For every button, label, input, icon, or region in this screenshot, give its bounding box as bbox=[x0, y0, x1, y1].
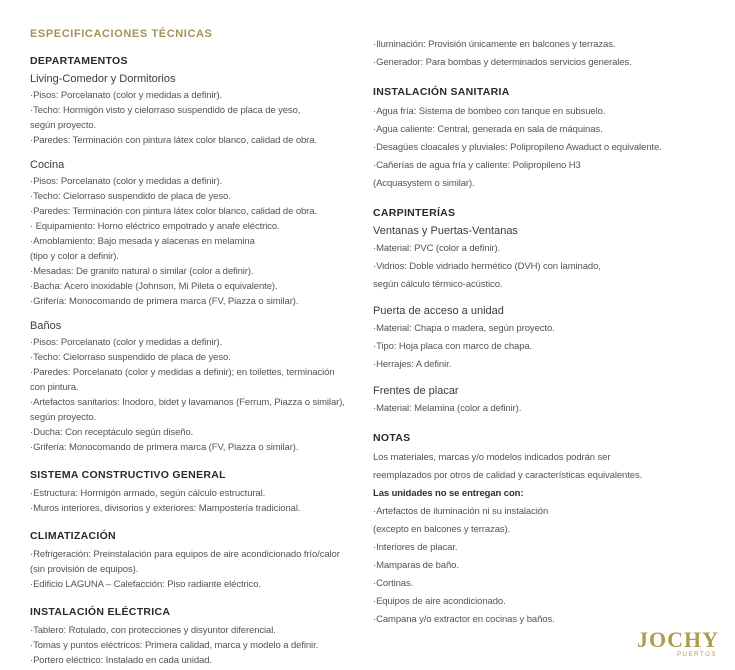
subsection-heading: Puerta de acceso a unidad bbox=[373, 305, 504, 317]
spec-line: ·Pisos: Porcelanato (color y medidas a definir). bbox=[30, 90, 223, 101]
spec-column-right bbox=[373, 36, 725, 629]
spec-line: ·Agua caliente: Central, generada en sala de máquinas. bbox=[373, 124, 603, 135]
section-heading: CLIMATIZACIÓN bbox=[30, 530, 116, 542]
spec-line: ·Edificio LAGUNA – Calefacción: Piso radiante eléctrico. bbox=[30, 579, 261, 590]
spec-line: ·Cañerías de agua fría y caliente: Polipropileno H3 bbox=[373, 160, 581, 171]
spec-line: ·Equipos de aire acondicionado. bbox=[373, 596, 506, 607]
spec-line: Los materiales, marcas y/o modelos indicados podrán ser bbox=[373, 452, 611, 463]
spec-line: ·Paredes: Terminación con pintura látex color blanco, calidad de obra. bbox=[30, 135, 317, 146]
spec-line: (tipo y color a definir). bbox=[30, 251, 119, 262]
subsection-heading: Living-Comedor y Dormitorios bbox=[30, 73, 176, 85]
document-title: ESPECIFICACIONES TÉCNICAS bbox=[30, 28, 213, 40]
section-heading: SISTEMA CONSTRUCTIVO GENERAL bbox=[30, 469, 226, 481]
brand-name: JOCHY bbox=[637, 627, 719, 652]
section-heading: CARPINTERÍAS bbox=[373, 207, 456, 219]
section-heading: INSTALACIÓN SANITARIA bbox=[373, 86, 510, 98]
spec-line: ·Paredes: Porcelanato (color y medidas a definir); en toilettes, terminación bbox=[30, 367, 335, 378]
spec-line: (Acquasystem o similar). bbox=[373, 178, 475, 189]
spec-line: ·Cortinas. bbox=[373, 578, 414, 589]
subsection-heading: Ventanas y Puertas-Ventanas bbox=[373, 225, 518, 237]
spec-line: ·Tipo: Hoja placa con marco de chapa. bbox=[373, 341, 533, 352]
spec-line: (sin provisión de equipos). bbox=[30, 564, 139, 575]
spec-line: ·Techo: Cielorraso suspendido de placa de yeso. bbox=[30, 352, 231, 363]
spec-line: ·Artefactos de iluminación ni su instalación bbox=[373, 506, 549, 517]
spec-line: ·Techo: Hormigón visto y cielorraso suspendido de placa de yeso, bbox=[30, 105, 301, 116]
spec-line: ·Campana y/o extractor en cocinas y baños. bbox=[373, 614, 555, 625]
spec-column-left bbox=[30, 55, 375, 668]
spec-line: ·Techo: Cielorraso suspendido de placa de yeso. bbox=[30, 191, 231, 202]
spec-line: ·Agua fría: Sistema de bombeo con tanque en subsuelo. bbox=[373, 106, 606, 117]
spec-line-bold: Las unidades no se entregan con: bbox=[373, 488, 524, 499]
spec-line: ·Artefactos sanitarios: Inodoro, bidet y lavamanos (Ferrum, Piazza o similar), bbox=[30, 397, 345, 408]
spec-line: ·Paredes: Terminación con pintura látex color blanco, calidad de obra. bbox=[30, 206, 317, 217]
spec-line: ·Material: Melamina (color a definir). bbox=[373, 403, 522, 414]
subsection-heading: Frentes de placar bbox=[373, 385, 459, 397]
section-heading: INSTALACIÓN ELÉCTRICA bbox=[30, 606, 171, 618]
spec-line: ·Herrajes: A definir. bbox=[373, 359, 452, 370]
spec-line: ·Tablero: Rotulado, con protecciones y disyuntor diferencial. bbox=[30, 625, 276, 636]
spec-line: según cálculo térmico-acústico. bbox=[373, 279, 503, 290]
subsection-heading: Cocina bbox=[30, 159, 65, 171]
spec-line: ·Grifería: Monocomando de primera marca (FV, Piazza o similar). bbox=[30, 442, 299, 453]
spec-line: ·Mesadas: De granito natural o similar (color a definir). bbox=[30, 266, 254, 277]
spec-line: ·Grifería: Monocomando de primera marca (FV, Piazza o similar). bbox=[30, 296, 299, 307]
spec-line: ·Bacha: Acero inoxidable (Johnson, Mi Pileta o equivalente). bbox=[30, 281, 278, 292]
spec-line: ·Portero eléctrico: Instalado en cada unidad. bbox=[30, 655, 212, 666]
spec-line: ·Estructura: Hormigón armado, según cálculo estructural. bbox=[30, 488, 266, 499]
spec-line: ·Material: Chapa o madera, según proyecto. bbox=[373, 323, 555, 334]
section-heading: DEPARTAMENTOS bbox=[30, 55, 128, 67]
spec-line: ·Vidrios: Doble vidriado hermético (DVH) con laminado, bbox=[373, 261, 601, 272]
spec-line: ·Material: PVC (color a definir). bbox=[373, 243, 501, 254]
spec-line: ·Generador: Para bombas y determinados servicios generales. bbox=[373, 57, 632, 68]
spec-line: · Equipamiento: Horno eléctrico empotrado y anafe eléctrico. bbox=[30, 221, 280, 232]
spec-line: reemplazados por otros de calidad y características equivalentes. bbox=[373, 470, 643, 481]
spec-line: ·Pisos: Porcelanato (color y medidas a definir). bbox=[30, 176, 223, 187]
spec-line: ·Iluminación: Provisión únicamente en balcones y terrazas. bbox=[373, 39, 616, 50]
spec-line: ·Tomas y puntos eléctricos: Primera calidad, marca y modelo a definir. bbox=[30, 640, 319, 651]
brand-tagline: PUERTOS bbox=[677, 652, 717, 658]
brand-logo bbox=[637, 629, 719, 658]
spec-line: según proyecto. bbox=[30, 412, 97, 423]
subsection-heading: Baños bbox=[30, 320, 62, 332]
spec-line: ·Refrigeración: Preinstalación para equipos de aire acondicionado frío/calor bbox=[30, 549, 340, 560]
spec-line: ·Amoblamiento: Bajo mesada y alacenas en melamina bbox=[30, 236, 255, 247]
spec-line: ·Muros interiores, divisorios y exteriores: Mampostería tradicional. bbox=[30, 503, 301, 514]
spec-line: ·Desagües cloacales y pluviales: Polipropileno Awaduct o equivalente. bbox=[373, 142, 662, 153]
spec-line: ·Mamparas de baño. bbox=[373, 560, 459, 571]
spec-line: ·Ducha: Con receptáculo según diseño. bbox=[30, 427, 194, 438]
spec-line: con pintura. bbox=[30, 382, 79, 393]
section-heading: NOTAS bbox=[373, 432, 411, 444]
spec-line: (excepto en balcones y terrazas). bbox=[373, 524, 511, 535]
spec-line: según proyecto. bbox=[30, 120, 97, 131]
spec-line: ·Interiores de placar. bbox=[373, 542, 458, 553]
spec-line: ·Pisos: Porcelanato (color y medidas a definir). bbox=[30, 337, 223, 348]
